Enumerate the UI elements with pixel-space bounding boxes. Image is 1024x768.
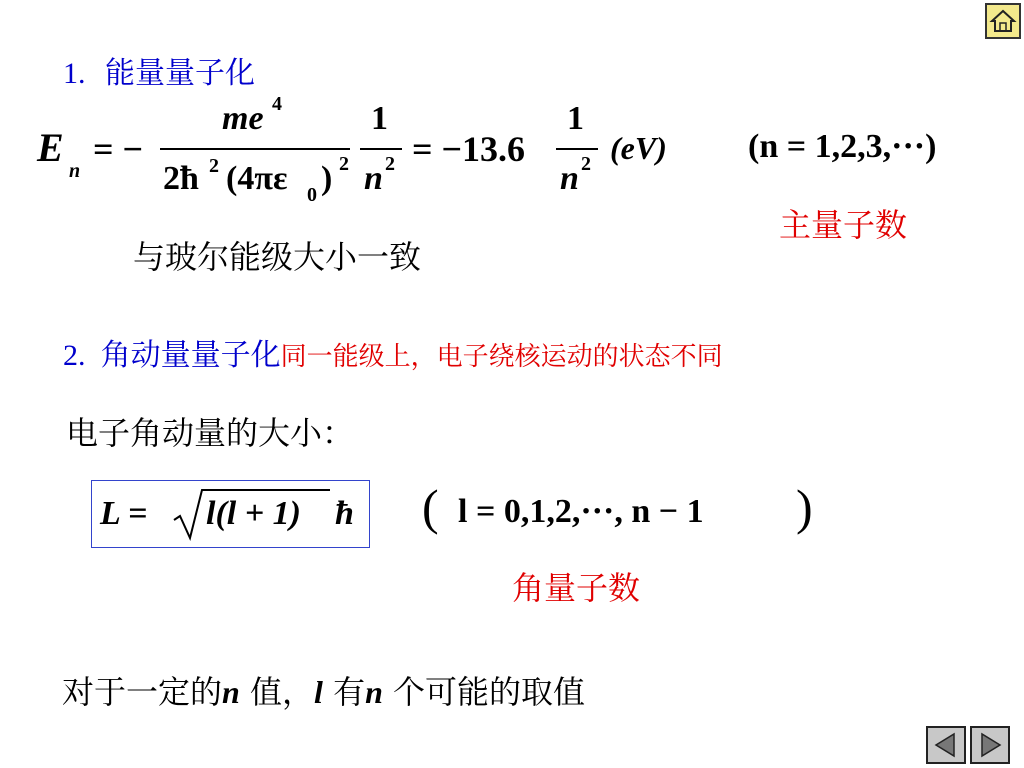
l-range-open-paren: (: [422, 479, 439, 535]
conclusion-part3: 有: [322, 673, 366, 711]
section1-number: 1.: [63, 57, 86, 90]
section2-heading: [63, 330, 723, 374]
triangle-left-icon: [928, 728, 964, 762]
frac3-denominator: n: [560, 160, 579, 197]
conclusion-n2: n: [365, 674, 383, 710]
conclusion-text: [62, 667, 585, 713]
section1-note: 与玻尔能级大小一致: [133, 238, 422, 276]
l-range-close-paren: ): [796, 479, 813, 535]
frac3-denominator-sup: 2: [581, 153, 591, 175]
formula-L: L =: [100, 495, 148, 532]
section1-heading: [63, 48, 255, 92]
formula-eq2: = −13.6: [412, 129, 526, 169]
conclusion-part2: 值，: [239, 673, 314, 711]
frac2-denominator: n: [364, 160, 383, 197]
formula-eq1: = −: [93, 129, 144, 169]
formula-E: E: [37, 125, 64, 170]
home-icon: [987, 5, 1019, 37]
conclusion-part1: 对于一定的: [62, 673, 223, 711]
frac1-den-b: (4πε: [226, 160, 288, 197]
frac2-bar: [360, 148, 402, 150]
frac1-den-a: 2ħ: [163, 160, 199, 197]
frac3-bar: [556, 148, 598, 150]
section2-number: 2.: [63, 339, 86, 372]
frac1-numerator: me: [222, 100, 264, 137]
conclusion-part4: 个可能的取值: [382, 673, 586, 711]
next-slide-button[interactable]: [970, 726, 1010, 764]
frac2-numerator: 1: [371, 100, 388, 137]
formula-range: (n = 1,2,3,···): [748, 128, 937, 165]
section2-subtitle: 同一能级上，电子绕核运动的状态不同: [280, 342, 723, 372]
section2-title: 角动量量子化: [100, 338, 281, 373]
frac3-numerator: 1: [567, 100, 584, 137]
formula-E-subscript: n: [69, 160, 81, 182]
conclusion-l: l: [314, 674, 323, 710]
formula-radicand: l(l + 1): [206, 495, 301, 532]
frac1-den-b-sub: 0: [307, 184, 317, 206]
formula-hbar: ħ: [335, 495, 354, 532]
frac1-bar: [160, 148, 350, 150]
previous-slide-button[interactable]: [926, 726, 966, 764]
principal-quantum-number-label: 主量子数: [779, 206, 908, 244]
conclusion-n1: n: [222, 674, 240, 710]
frac1-den-a-sup: 2: [209, 155, 219, 177]
l-range: l = 0,1,2,···, n − 1: [458, 493, 704, 530]
frac2-denominator-sup: 2: [385, 153, 395, 175]
section2-intro: 电子角动量的大小：: [66, 414, 355, 452]
angular-quantum-number-label: 角量子数: [512, 569, 641, 607]
frac1-den-c-sup: 2: [339, 153, 349, 175]
formula-unit: (eV): [610, 130, 667, 166]
triangle-right-icon: [972, 728, 1008, 762]
section1-title: 能量量子化: [105, 56, 256, 91]
frac1-den-c: ): [321, 160, 333, 197]
home-button[interactable]: [985, 3, 1021, 39]
frac1-numerator-sup: 4: [272, 93, 282, 115]
